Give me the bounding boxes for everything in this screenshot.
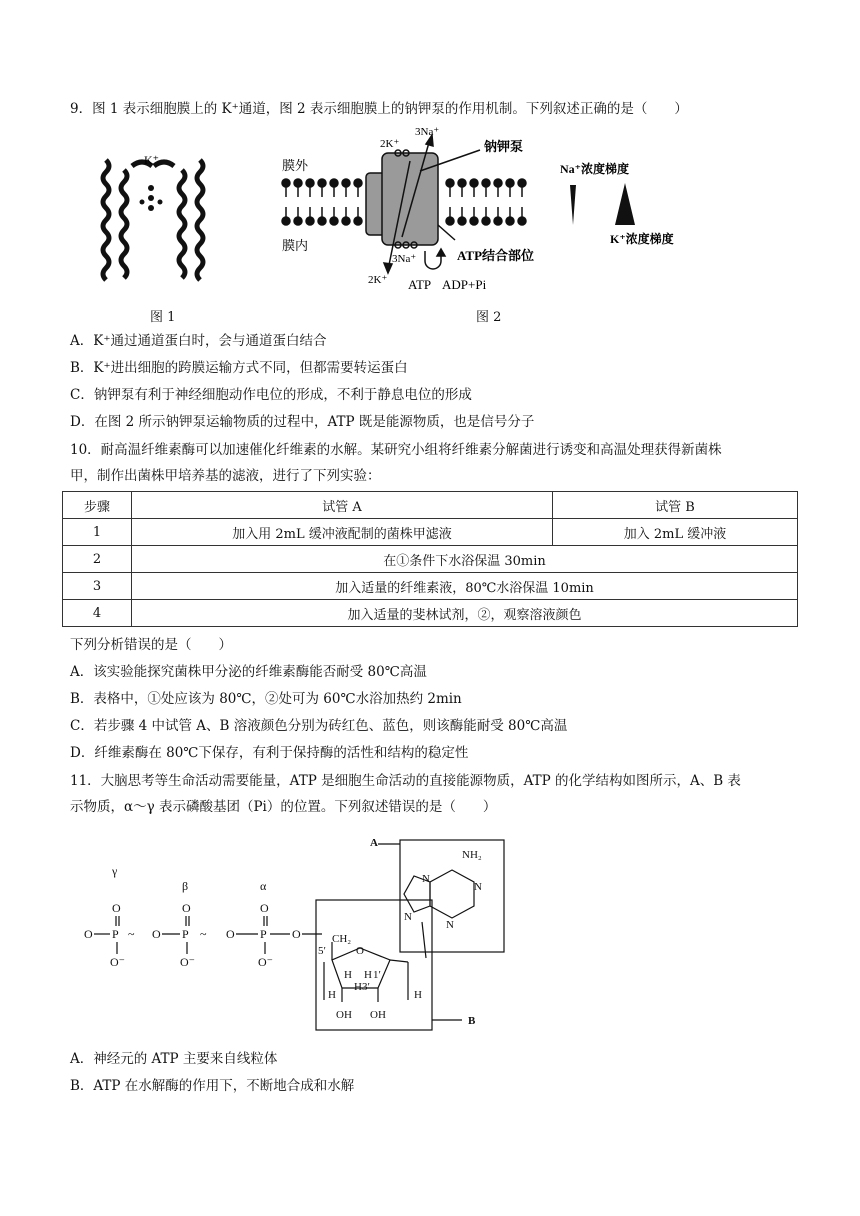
- ester-o: O: [292, 927, 301, 941]
- oh-3-label: OH: [336, 1009, 352, 1021]
- table-row: [63, 519, 798, 546]
- c1-label: 1′: [373, 969, 381, 981]
- q10-question: 下列分析错误的是（ ）: [70, 637, 232, 653]
- gamma-label: γ: [112, 864, 118, 878]
- fig2-pump-label: 钠钾泵: [484, 139, 524, 154]
- gamma-p: P: [112, 927, 119, 941]
- q11-stem-line2: 示物质，α～γ 表示磷酸基团（Pi）的位置。下列叙述错误的是（ ）: [70, 799, 497, 815]
- h3-label: H: [354, 981, 362, 993]
- alpha-p: P: [260, 927, 267, 941]
- bond-gamma-beta: ~: [128, 927, 135, 941]
- beta-p: P: [182, 927, 189, 941]
- fig2-caption: 图 2: [476, 310, 502, 325]
- table-row: [63, 600, 798, 627]
- alpha-o-left: O: [226, 927, 235, 941]
- q10-option-a: A．该实验能探究菌株甲分泌的纤维素酶能否耐受 80℃高温: [70, 664, 427, 680]
- oh-2-label: OH: [370, 1009, 386, 1021]
- gamma-o-minus: O⁻: [110, 955, 125, 969]
- row1-tube-b: 加入 2mL 缓冲液: [553, 519, 798, 546]
- q10-stem-line2: 甲，制作出菌株甲培养基的滤液，进行了下列实验：: [70, 468, 381, 484]
- n7-label: N: [422, 873, 430, 885]
- fig1-k-channel: [88, 140, 218, 300]
- c5-label: 5′: [318, 945, 326, 957]
- beta-label: β: [182, 879, 189, 893]
- row3-merged: 加入适量的纤维素液，80℃水浴保温 10min: [132, 573, 798, 600]
- fig2-k-top: 2K⁺: [380, 138, 400, 150]
- n3-label: N: [446, 919, 454, 931]
- q11-option-b: B．ATP 在水解酶的作用下，不断地合成和水解: [70, 1078, 355, 1094]
- table-row: [63, 546, 798, 573]
- table-header-row: [63, 492, 798, 519]
- fig1-ion-label: K⁺: [144, 153, 159, 167]
- ring-o-label: O: [356, 945, 364, 957]
- q10-stem-line1: 10．耐高温纤维素酶可以加速催化纤维素的水解。某研究小组将纤维素分解菌进行诱变和高温处理获得新菌株: [70, 442, 722, 458]
- fig2-inside: 膜内: [282, 238, 309, 253]
- fig2-k-gradient: K⁺浓度梯度: [610, 232, 674, 246]
- fig2-adp: ADP+Pi: [442, 277, 487, 292]
- beta-o-minus: O⁻: [180, 955, 195, 969]
- header-step: 步骤: [63, 492, 132, 519]
- n9-label: N: [404, 911, 412, 923]
- gamma-o-top: O: [112, 901, 121, 915]
- header-tube-a: 试管 A: [132, 492, 553, 519]
- row1-tube-a: 加入用 2mL 缓冲液配制的菌株甲滤液: [132, 519, 553, 546]
- q9-option-c: C．钠钾泵有利于神经细胞动作电位的形成，不利于静息电位的形成: [70, 387, 472, 403]
- table-row: [63, 573, 798, 600]
- h-right-label: H: [414, 989, 422, 1001]
- q9-option-b: B．K⁺进出细胞的跨膜运输方式不同，但都需要转运蛋白: [70, 360, 408, 376]
- fig2-atp: ATP: [408, 277, 432, 292]
- row3-step: 3: [63, 573, 132, 600]
- q10-option-d: D．纤维素酶在 80℃下保存，有利于保持酶的活性和结构的稳定性: [70, 745, 469, 761]
- h1-label: H: [364, 969, 372, 981]
- fig2-k-bottom: 2K⁺: [368, 274, 388, 286]
- fig2-na-k-pump: [270, 125, 710, 295]
- row2-merged: 在①条件下水浴保温 30min: [132, 546, 798, 573]
- header-tube-b: 试管 B: [553, 492, 798, 519]
- q10-option-b: B．表格中，①处应该为 80℃，②处可为 60℃水浴加热约 2min: [70, 691, 462, 707]
- k-gradient-wedge: [615, 183, 635, 225]
- fig2-na-top: 3Na⁺: [415, 126, 440, 138]
- h-left-label: H: [328, 989, 336, 1001]
- bond-beta-alpha: ~: [200, 927, 207, 941]
- nh2-label: NH₂: [462, 849, 482, 861]
- fig2-na-bottom: 3Na⁺: [392, 253, 417, 265]
- alpha-label: α: [260, 879, 267, 893]
- atp-structure: [70, 830, 530, 1035]
- label-b: B: [468, 1015, 476, 1027]
- fig2-na-gradient: Na⁺浓度梯度: [560, 162, 630, 176]
- h4-label: H: [344, 969, 352, 981]
- q11-option-a: A．神经元的 ATP 主要来自线粒体: [70, 1051, 278, 1067]
- na-gradient-wedge: [570, 185, 576, 225]
- beta-o-left: O: [152, 927, 161, 941]
- q9-option-d: D．在图 2 所示钠钾泵运输物质的过程中，ATP 既是能源物质，也是信号分子: [70, 414, 535, 430]
- beta-o-top: O: [182, 901, 191, 915]
- alpha-o-top: O: [260, 901, 269, 915]
- fig2-atp-site: ATP结合部位: [457, 248, 535, 263]
- q10-option-c: C．若步骤 4 中试管 A、B 溶液颜色分别为砖红色、蓝色，则该酶能耐受 80℃高温: [70, 718, 568, 734]
- row2-step: 2: [63, 546, 132, 573]
- gamma-o-left: O: [84, 927, 93, 941]
- q9-stem: 9．图 1 表示细胞膜上的 K⁺通道，图 2 表示细胞膜上的钠钾泵的作用机制。下列叙述正确的是（ ）: [70, 101, 688, 117]
- alpha-o-minus: O⁻: [258, 955, 273, 969]
- row4-merged: 加入适量的斐林试剂，②，观察溶液颜色: [132, 600, 798, 627]
- fig1-caption: 图 1: [150, 310, 176, 325]
- q11-stem-line1: 11．大脑思考等生命活动需要能量，ATP 是细胞生命活动的直接能源物质，ATP 的化学结构如图所示，A、B 表: [70, 773, 741, 789]
- row1-step: 1: [63, 519, 132, 546]
- n1-label: N: [474, 881, 482, 893]
- label-a: A: [370, 837, 378, 849]
- q9-option-a: A．K⁺通过通道蛋白时，会与通道蛋白结合: [70, 333, 327, 349]
- experiment-table: [62, 491, 798, 627]
- ch2-label: CH₂: [332, 933, 352, 945]
- row4-step: 4: [63, 600, 132, 627]
- fig2-outside: 膜外: [282, 158, 309, 173]
- c3-label: 3′: [362, 981, 370, 993]
